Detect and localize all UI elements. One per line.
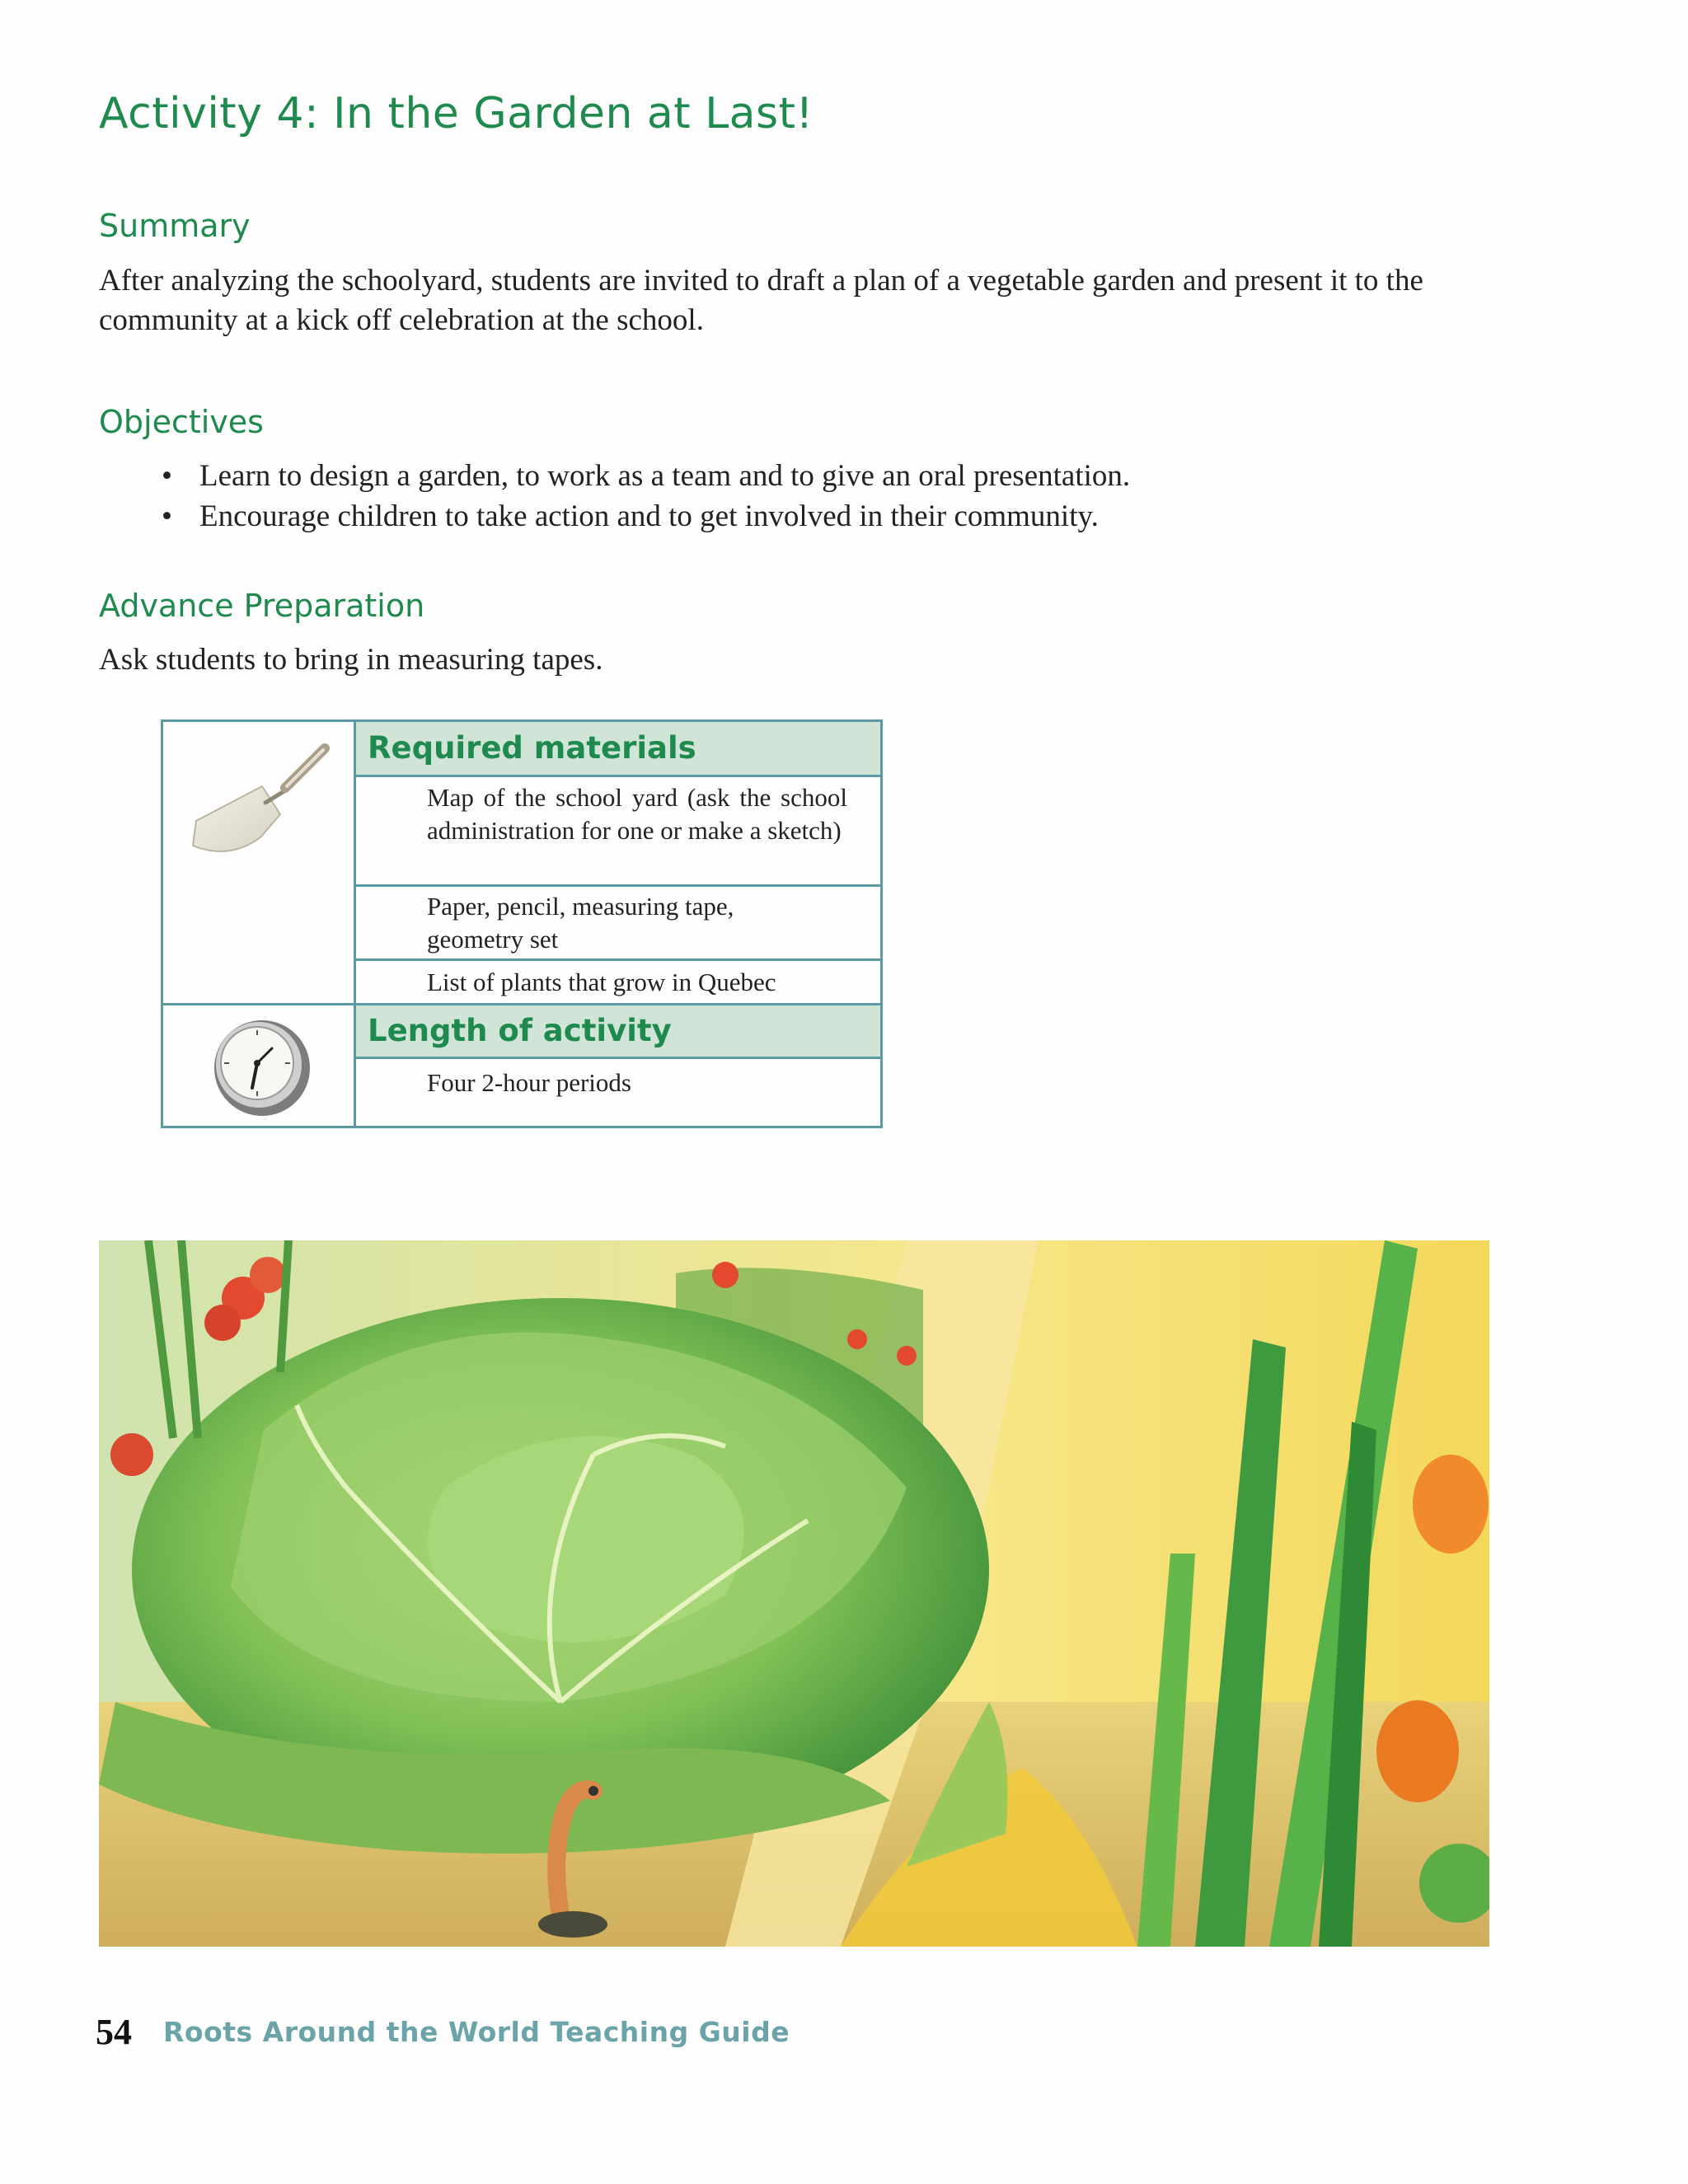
materials-table	[161, 719, 883, 1128]
length-heading: Length of activity	[356, 1005, 880, 1057]
material-item: Map of the school yard (ask the school administration for one or make a sketch)	[427, 783, 847, 845]
page-number: 54	[96, 2012, 132, 2052]
table-row-divider	[356, 775, 880, 777]
clock-cell	[163, 1005, 354, 1126]
preparation-heading: Advance Preparation	[99, 588, 425, 624]
garden-illustration-art	[99, 1240, 1489, 1947]
guide-title: Roots Around the World Teaching Guide	[163, 2016, 790, 2048]
objectives-list	[148, 456, 1130, 537]
clock-icon	[163, 1005, 354, 1126]
table-row-divider	[356, 884, 880, 887]
list-item	[148, 456, 1130, 496]
material-item: List of plants that grow in Quebec	[427, 968, 776, 996]
bullet-icon: •	[162, 459, 172, 493]
list-item	[148, 496, 1130, 537]
material-item: Paper, pencil, measuring tape, geometry set	[427, 892, 734, 954]
summary-heading: Summary	[99, 208, 251, 244]
materials-heading: Required materials	[356, 722, 880, 775]
summary-text: After analyzing the schoolyard, students are invited to draft a plan of a vegetable garden and present it to the community at a kick off celebration at the school.	[99, 264, 1423, 337]
objective-text: Encourage children to take action and to get involved in their community.	[199, 499, 1099, 533]
table-row-divider	[356, 958, 880, 961]
table-divider	[354, 722, 356, 1126]
bullet-icon: •	[162, 499, 172, 533]
length-value: Four 2-hour periods	[427, 1068, 631, 1097]
objective-text: Learn to design a garden, to work as a team and to give an oral presentation.	[199, 459, 1131, 493]
page-title: Activity 4: In the Garden at Last!	[99, 89, 814, 138]
trowel-cell	[163, 722, 354, 1005]
table-row-divider	[356, 1057, 880, 1059]
garden-illustration	[99, 1240, 1489, 1947]
objectives-heading: Objectives	[99, 404, 264, 440]
trowel-icon	[163, 722, 354, 1005]
preparation-text: Ask students to bring in measuring tapes.	[99, 643, 603, 677]
